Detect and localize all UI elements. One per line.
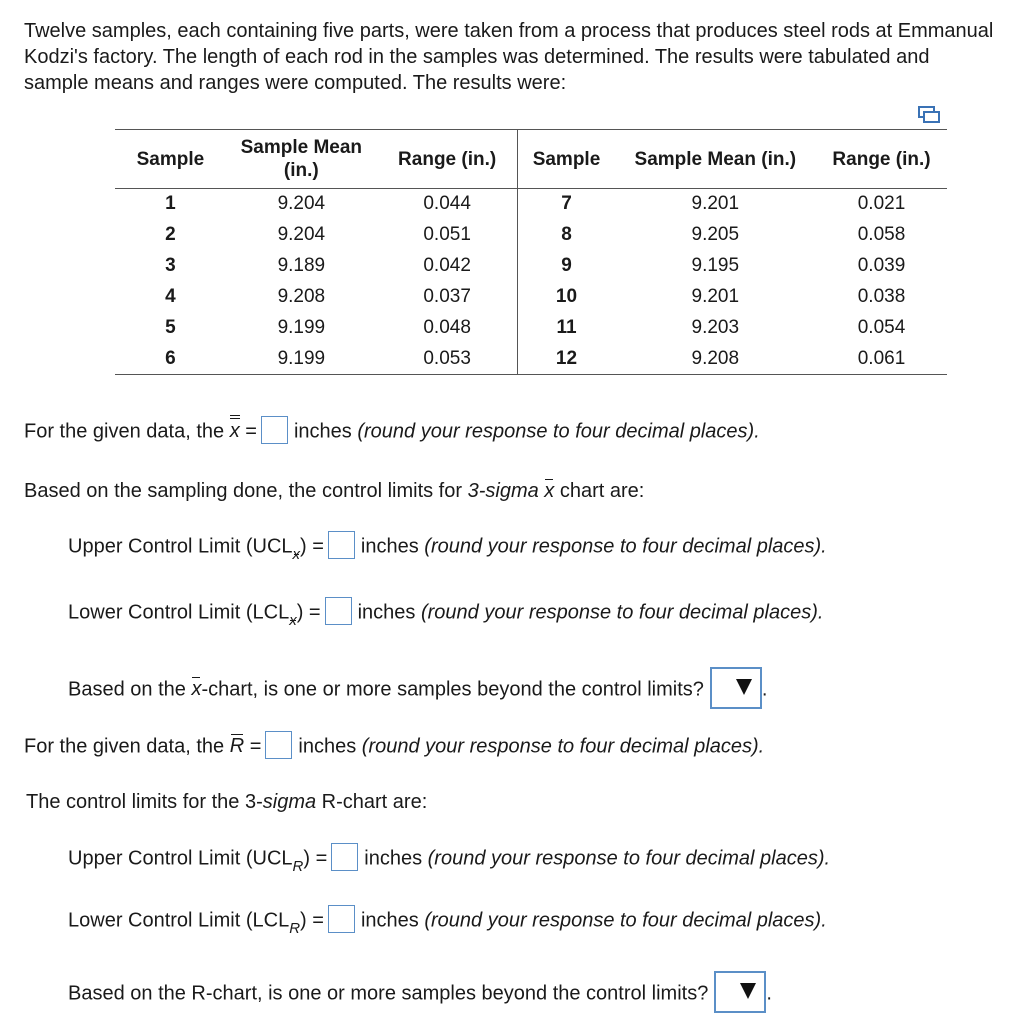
table-cell: 0.048 xyxy=(377,313,518,344)
table-cell: 0.044 xyxy=(377,189,518,220)
table-cell: 0.058 xyxy=(857,224,906,245)
ucl-x-question: Upper Control Limit $(UCL_x)$ = inches (round your response to four decimal places). xyxy=(68,533,827,561)
table-cell: 9.201 xyxy=(691,193,740,215)
table-header-row xyxy=(115,130,947,189)
table-cell: 9.208 xyxy=(615,344,816,375)
lcl-r-question: Lower Control Limit $(LCL_R)$ = inches (round your response to four decimal places). xyxy=(68,907,827,935)
r-bar-symbol: R xyxy=(229,735,245,758)
table-cell: 0.061 xyxy=(816,344,947,375)
xchart-question: Based on the x-chart, is one or more samples beyond the control limits? . xyxy=(68,669,767,711)
ucl-r-input[interactable] xyxy=(331,843,358,871)
r-limits-intro: The control limits for the 3-sigma R-chart are: xyxy=(26,791,428,813)
table-cell: 9.201 xyxy=(691,286,740,307)
xbarbar-question: For the given data, the x = inches (round your response to four decimal places). xyxy=(24,418,760,446)
table-cell: 2 xyxy=(165,224,176,245)
table-cell: 7 xyxy=(561,193,572,215)
table-cell: 9 xyxy=(561,255,572,276)
lcl-x-question: Lower Control Limit $(LCL_x)$ = inches (round your response to four decimal places). xyxy=(68,599,823,627)
table-cell: 9.195 xyxy=(691,255,740,276)
table-cell: 9.189 xyxy=(277,255,326,276)
table-cell: 5 xyxy=(165,317,176,338)
ucl-x-input[interactable] xyxy=(328,531,355,559)
table-cell: 0.053 xyxy=(377,344,518,375)
table-row xyxy=(115,189,947,220)
xchart-answer-dropdown[interactable] xyxy=(710,667,762,709)
table-cell: 8 xyxy=(561,224,572,245)
problem-intro: Twelve samples, each containing five parts, were taken from a process that produces steel rods at Emmanual Kodzi's factory. The length of each rod in the samples was determined. The results were tabulated and sample means and ranges were computed. The results were: xyxy=(24,20,994,94)
table-row xyxy=(115,313,947,344)
table-cell: 9.203 xyxy=(691,317,740,338)
rchart-question: Based on the R-chart, is one or more samples beyond the control limits? . xyxy=(68,973,772,1015)
x-bar-symbol: x xyxy=(544,480,555,502)
table-cell: 6 xyxy=(115,344,226,375)
table-row xyxy=(115,220,947,251)
col-header-range: Range (in.) xyxy=(377,130,518,189)
rbar-input[interactable] xyxy=(265,731,292,759)
table-cell: 3 xyxy=(165,255,176,276)
table-cell: 0.039 xyxy=(857,255,906,276)
chevron-down-icon xyxy=(736,679,752,695)
table-cell: 10 xyxy=(555,286,578,307)
table-cell: 0.051 xyxy=(377,220,518,251)
table-row xyxy=(115,344,947,375)
table-cell: 9.199 xyxy=(226,344,377,375)
lcl-r-input[interactable] xyxy=(328,905,355,933)
table-row xyxy=(115,251,947,282)
copy-table-icon[interactable] xyxy=(918,106,940,124)
table-cell: 9.208 xyxy=(277,286,326,307)
table-row xyxy=(115,282,947,313)
samples-table xyxy=(115,129,947,375)
table-cell: 12 xyxy=(518,344,615,375)
col-header-sample-2: Sample xyxy=(518,130,615,189)
col-header-sample-mean: Sample Mean (in.) xyxy=(226,130,377,189)
table-cell: 0.037 xyxy=(377,282,518,313)
table-cell: 0.021 xyxy=(857,193,906,215)
rchart-answer-dropdown[interactable] xyxy=(714,971,766,1013)
xbarbar-input[interactable] xyxy=(261,416,288,444)
ucl-r-question: Upper Control Limit $(UCL_R)$ = inches (round your response to four decimal places). xyxy=(68,845,830,873)
xbar-limits-intro: Based on the sampling done, the control limits for 3-sigma x chart are: xyxy=(24,480,645,502)
col-header-sample-mean-2: Sample Mean (in.) xyxy=(615,130,816,189)
table-cell: 9.204 xyxy=(277,193,326,215)
table-cell: 9.199 xyxy=(277,317,326,338)
table-cell: 11 xyxy=(556,317,577,338)
table-cell: 4 xyxy=(165,286,176,307)
rbar-question: For the given data, the R = inches (round your response to four decimal places). xyxy=(24,733,764,761)
table-cell: 9.205 xyxy=(691,224,740,245)
table-cell: 0.054 xyxy=(857,317,906,338)
col-header-sample: Sample xyxy=(115,130,226,189)
col-header-range-2: Range (in.) xyxy=(816,130,947,189)
table-cell: 0.042 xyxy=(377,251,518,282)
lcl-x-input[interactable] xyxy=(325,597,352,625)
chevron-down-icon xyxy=(740,983,756,999)
x-double-bar-symbol: x xyxy=(229,420,240,443)
table-cell: 0.038 xyxy=(857,286,906,307)
table-cell: 9.204 xyxy=(277,224,326,245)
table-cell: 1 xyxy=(165,193,176,215)
